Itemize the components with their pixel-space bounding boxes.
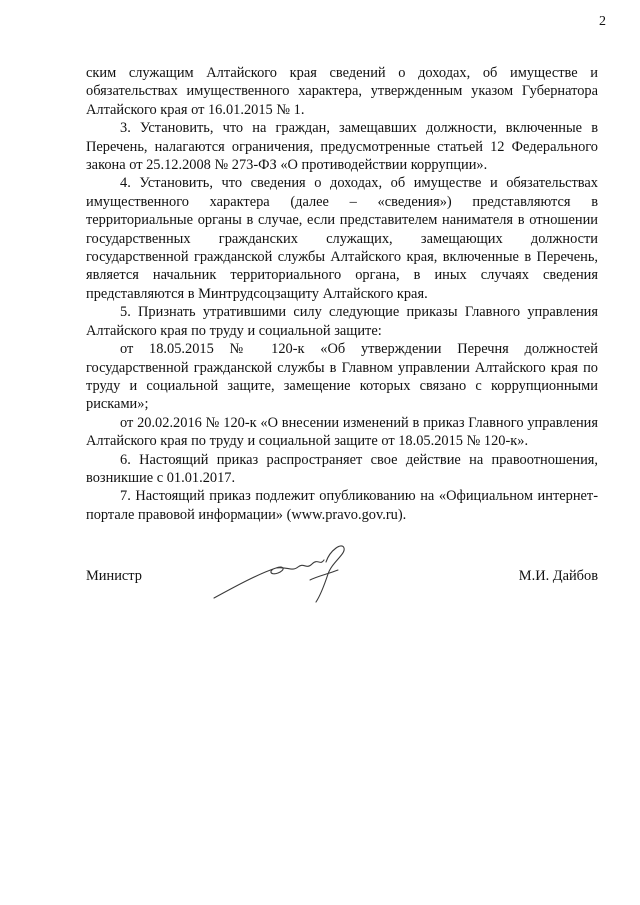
document-body bbox=[86, 64, 598, 524]
signatory-role: Министр bbox=[86, 568, 142, 584]
signatory-name: М.И. Дайбов bbox=[518, 568, 598, 584]
page-number: 2 bbox=[599, 14, 606, 29]
handwritten-signature bbox=[206, 540, 356, 610]
paragraph-item-6: 6. Настоящий приказ распространяет свое действие на правоотношения, возникшие с 01.01.2017. bbox=[86, 451, 598, 486]
paragraph-item-5: 5. Признать утратившими силу следующие приказы Главного управления Алтайского края по труду и социальной защите: bbox=[86, 304, 598, 339]
paragraph-subitem-order-2: от 20.02.2016 № 120-к «О внесении изменений в приказ Главного управления Алтайского края по труду и социальной защите от 18.05.2015 № 120-к». bbox=[86, 414, 598, 450]
signature-block bbox=[86, 548, 598, 608]
paragraph-item-3: 3. Установить, что на граждан, замещавших должности, включенные в Перечень, налагаются ограничения, предусмотренные статьей 12 Федерального закона от 25.12.2008 № 273-ФЗ «О противодействии коррупции». bbox=[86, 120, 598, 174]
paragraph-subitem-order-1: от 18.05.2015 № 120-к «Об утверждении Перечня должностей государственной гражданской службы в Главном управлении Алтайского края по труду и социальной защите, замещение которых связано с коррупционными рисками»; bbox=[86, 341, 598, 413]
paragraph-item-4: 4. Установить, что сведения о доходах, об имуществе и обязательствах имущественного характера (далее – «сведения») представляются в территориальные органы в случае, если представителем нанимателя в отношении государственных гражданских служащих, замещающих должности государственной гражданской службы Алтайского края, включенные в Перечень, является начальник территориального органа, в иных случаях сведения представляются в Минтрудсоцзащиту Алтайского края. bbox=[86, 175, 598, 302]
paragraph-continuation: ским служащим Алтайского края сведений о доходах, об имуществе и обязательствах имущественного характера, утвержденным указом Губернатора Алтайского края от 16.01.2015 № 1. bbox=[86, 65, 598, 118]
paragraph-item-7: 7. Настоящий приказ подлежит опубликованию на «Официальном интернет-портале правовой информации» (www.pravo.gov.ru). bbox=[86, 488, 598, 523]
